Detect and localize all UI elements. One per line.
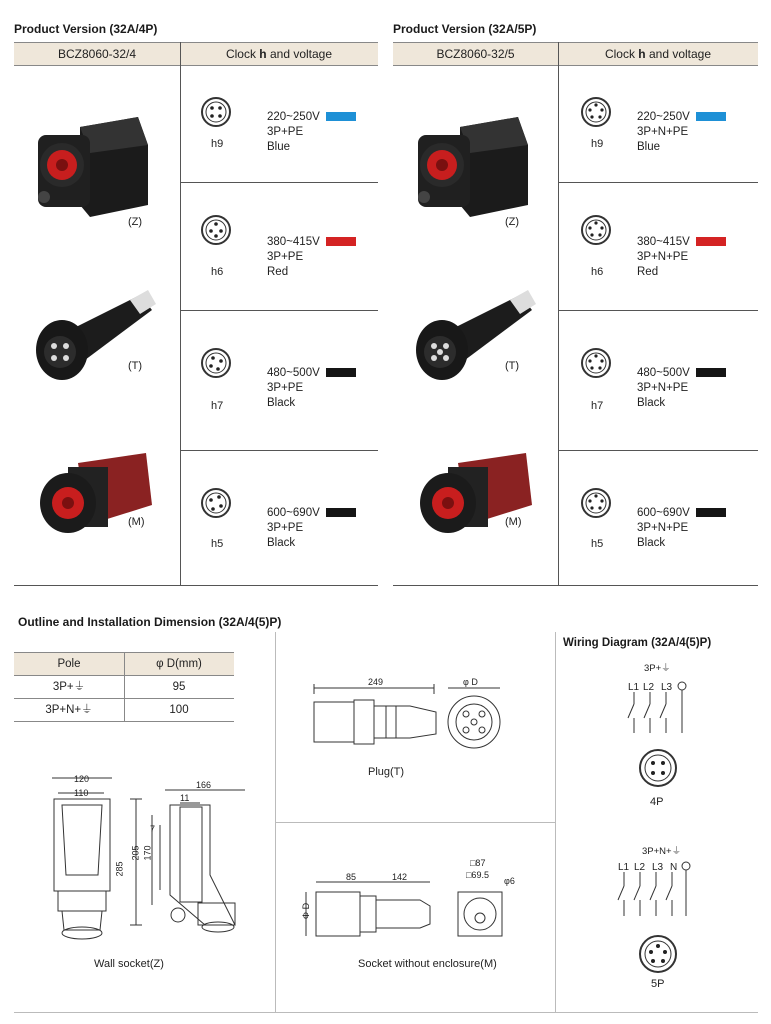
color-swatch-blue (696, 112, 726, 121)
right-label-z: (Z) (505, 216, 520, 228)
dim-11: 11 (180, 793, 190, 803)
color-swatch-blue (326, 112, 356, 121)
socket-face-5pin-icon (581, 97, 611, 131)
wiring-5p-n: N (670, 862, 678, 873)
wiring-title: Wiring Diagram (32A/4(5)P) (563, 637, 712, 649)
right-row-h5-text: 600~690V 3P+N+PE Black (637, 506, 726, 551)
color-swatch-red (696, 237, 726, 246)
wiring-5p-socket-icon (638, 934, 678, 974)
dim-142: 142 (392, 872, 408, 882)
socket-face-5pin-icon (581, 488, 611, 522)
outline-bottom-line (14, 1012, 758, 1013)
left-code-h7: h7 (211, 400, 224, 412)
left-row-divider (180, 450, 378, 451)
right-label-m: (M) (505, 516, 522, 528)
right-col-divider (558, 42, 559, 585)
left-table-bottom (14, 585, 378, 586)
color-swatch-black (696, 508, 726, 517)
right-code-h6: h6 (591, 266, 604, 278)
right-code-h5: h5 (591, 538, 604, 550)
color-swatch-black (326, 368, 356, 377)
wiring-4p-switch-diagram (620, 678, 690, 738)
left-label-t: (T) (128, 360, 143, 372)
socket-face-3pin-icon (201, 488, 231, 522)
outline-title: Outline and Installation Dimension (32A/4(5)P) (18, 615, 282, 629)
wiring-4p-l2: L2 (643, 682, 655, 693)
wiring-4p-l1: L1 (628, 682, 640, 693)
right-label-t: (T) (505, 360, 520, 372)
dim-205: 205 (130, 845, 141, 861)
wall-socket-caption: Wall socket(Z) (94, 958, 164, 970)
right-row-h9-text: 220~250V 3P+N+PE Blue (637, 110, 726, 155)
dim-249: 249 (368, 677, 384, 687)
wiring-5p-l3: L3 (652, 862, 664, 873)
left-row-h7-text: 480~500V 3P+PE Black (267, 366, 356, 411)
socket-face-3pin-icon (201, 97, 231, 131)
right-row-divider (558, 450, 758, 451)
right-model-header: BCZ8060-32/5 (436, 47, 515, 61)
dim-7: 7 (150, 824, 156, 834)
socket-face-5pin-icon (581, 215, 611, 249)
wiring-4p-header: 3P+⏚ (644, 663, 671, 674)
socket-outline-drawing (300, 870, 515, 945)
pole-table-col-divider (124, 652, 125, 722)
right-code-h9: h9 (591, 138, 604, 150)
left-table-header (14, 42, 378, 66)
right-row-h7-text: 480~500V 3P+N+PE Black (637, 366, 726, 411)
left-row-h6-text: 380~415V 3P+PE Red (267, 235, 356, 280)
right-row-h6-text: 380~415V 3P+N+PE Red (637, 235, 726, 280)
wiring-5p-header: 3P+N+⏚ (642, 846, 682, 857)
wiring-4p-l3: L3 (661, 682, 673, 693)
dim-87: □87 (470, 858, 486, 868)
socket-face-3pin-icon (201, 215, 231, 249)
left-model-header: BCZ8060-32/4 (57, 47, 137, 61)
wiring-5p-switch-diagram (612, 858, 692, 920)
right-row-divider (558, 310, 758, 311)
right-table-header (393, 42, 758, 66)
left-code-h6: h6 (211, 266, 224, 278)
color-swatch-black (326, 508, 356, 517)
pole-table-header: Pole φ D(mm) (14, 652, 234, 676)
pole-table-row: 3P+⏚ 95 (14, 676, 234, 699)
left-clock-header: Clock h and voltage (225, 47, 333, 61)
plug-outline-drawing (300, 680, 500, 755)
wiring-5p-l2: L2 (634, 862, 646, 873)
wall-socket-outline-drawing (40, 775, 250, 950)
socket-caption: Socket without enclosure(M) (358, 958, 497, 970)
right-table-title: Product Version (32A/5P) (393, 22, 537, 36)
dim-phi6: φ6 (504, 876, 515, 886)
dim-phi-d-socket: Φ D (301, 902, 312, 920)
wiring-4p-label: 4P (650, 796, 664, 808)
right-clock-header: Clock h and voltage (604, 47, 712, 61)
left-row-divider (180, 310, 378, 311)
left-code-h5: h5 (211, 538, 224, 550)
right-row-divider (558, 182, 758, 183)
dim-285: 285 (114, 861, 125, 877)
wiring-5p-l1: L1 (618, 862, 630, 873)
dim-85: 85 (346, 872, 357, 882)
outline-divider-middle (275, 822, 555, 823)
dim-120: 120 (74, 774, 90, 784)
left-label-z: (Z) (128, 216, 143, 228)
left-label-m: (M) (128, 516, 145, 528)
wall-socket-image (400, 105, 540, 230)
left-row-h5-text: 600~690V 3P+PE Black (267, 506, 356, 551)
wiring-5p-label: 5P (651, 978, 665, 990)
dim-phi-d-plug: φ D (463, 677, 478, 687)
dim-166: 166 (196, 780, 212, 790)
color-swatch-red (326, 237, 356, 246)
outline-divider-right (555, 632, 556, 1012)
left-row-h9-text: 220~250V 3P+PE Blue (267, 110, 356, 155)
socket-face-5pin-icon (581, 348, 611, 382)
dim-69-5: □69.5 (466, 870, 489, 880)
color-swatch-black (696, 368, 726, 377)
plug-image (30, 290, 160, 390)
wiring-4p-socket-icon (638, 748, 678, 788)
left-table-title: Product Version (32A/4P) (14, 22, 158, 36)
socket-face-3pin-icon (201, 348, 231, 382)
dim-110: 110 (74, 788, 89, 798)
left-col-divider (180, 42, 181, 585)
left-row-divider (180, 182, 378, 183)
plug-image (410, 290, 540, 390)
right-table-bottom (393, 585, 758, 586)
left-code-h9: h9 (211, 138, 224, 150)
wall-socket-image (20, 105, 160, 230)
pole-table-row: 3P+N+⏚ 100 (14, 699, 234, 722)
dim-170: 170 (142, 845, 153, 861)
right-code-h7: h7 (591, 400, 604, 412)
plug-caption: Plug(T) (368, 766, 405, 778)
